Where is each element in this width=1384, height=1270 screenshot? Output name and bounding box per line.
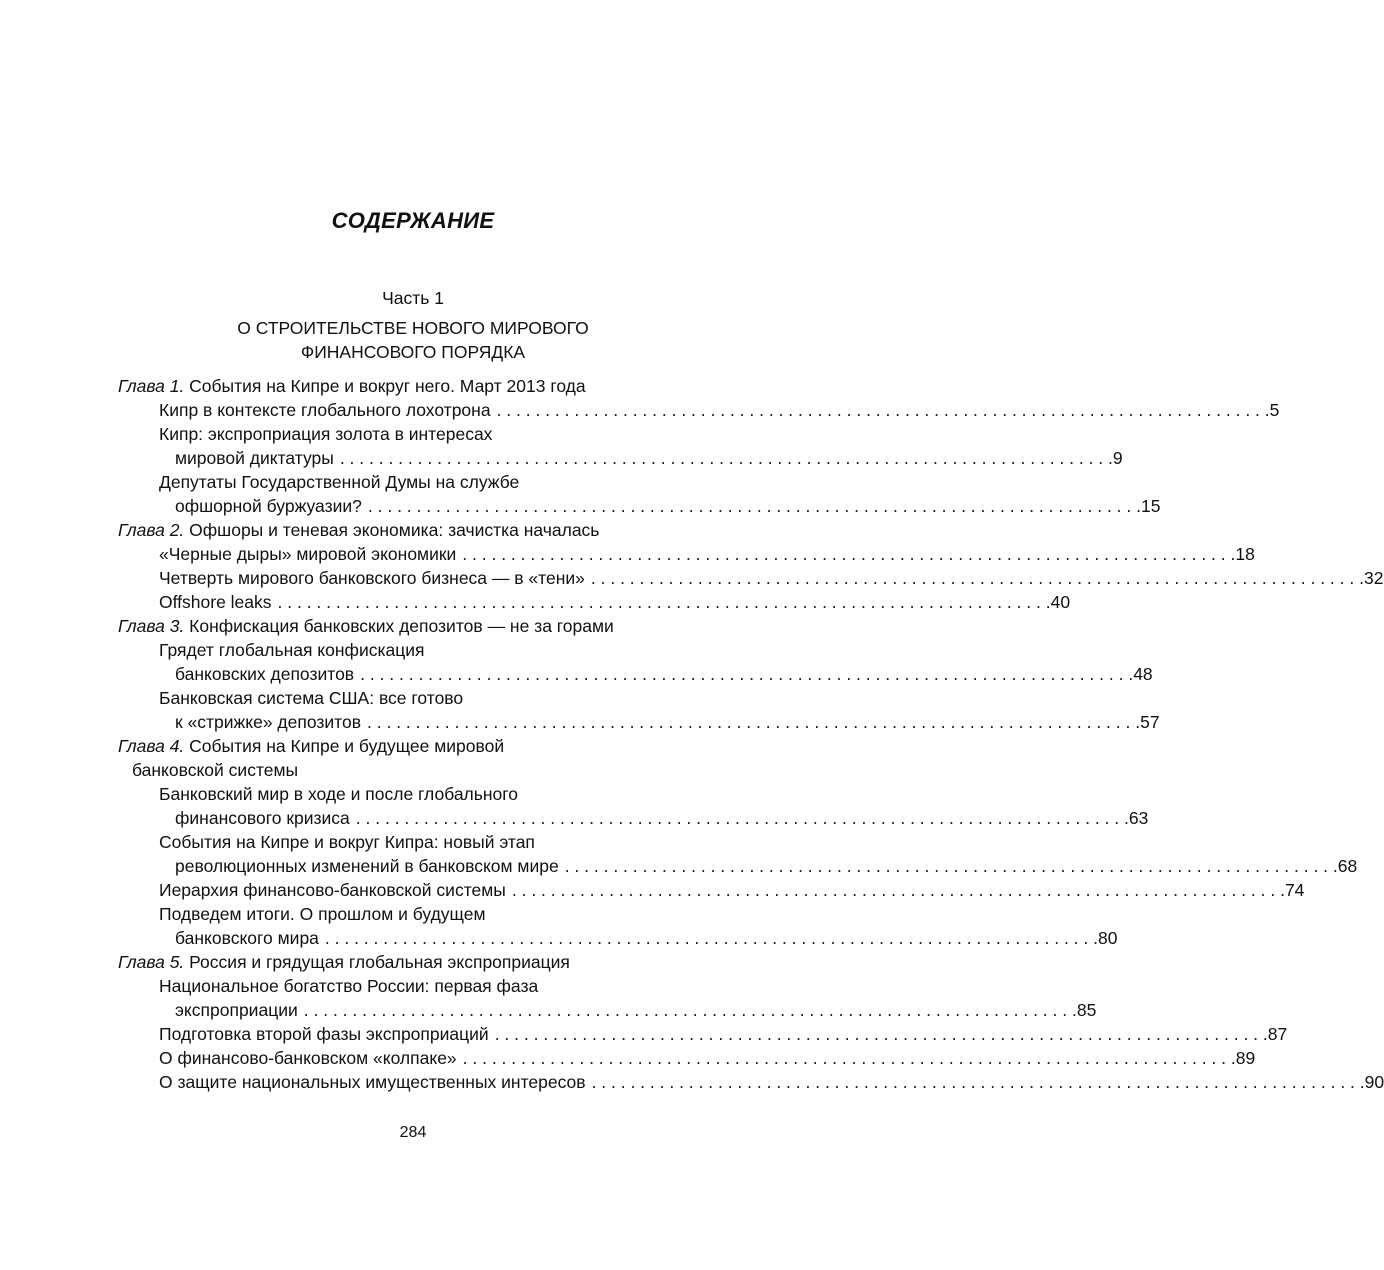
chapter-label: Глава 2. [118, 520, 185, 540]
dot-leader: . . . . . . . . . . . . . . . . . . . . . . . . . . . . . . . . . . . . . . . . . . . . . . . . . . . . . . . . . . . . . . . . . . . . . . . . . . . . . . . . [590, 568, 1364, 588]
page-number: 5 [1269, 400, 1280, 420]
entry-title: Подготовка второй фазы экспроприаций [159, 1024, 489, 1044]
toc-entry-continuation[interactable] [0, 662, 1153, 686]
table-of-contents [0, 374, 1384, 1094]
toc-entry[interactable] [0, 542, 1255, 566]
entry-title: офшорной буржуазии? [175, 496, 362, 516]
dot-leader: . . . . . . . . . . . . . . . . . . . . . . . . . . . . . . . . . . . . . . . . . . . . . . . . . . . . . . . . . . . . . . . . . . . . . . . . . . . . . . . . [303, 1000, 1077, 1020]
entry-title: Грядет глобальная конфискация [159, 640, 425, 660]
page-number: 9 [1112, 448, 1123, 468]
page-number: 89 [1235, 1048, 1256, 1068]
page-number: 32 [1363, 568, 1384, 588]
entry-title: Банковский мир в ходе и после глобального [159, 784, 519, 804]
entry-title: Подведем итоги. О прошлом и будущем [159, 904, 486, 924]
dot-leader: . . . . . . . . . . . . . . . . . . . . . . . . . . . . . . . . . . . . . . . . . . . . . . . . . . . . . . . . . . . . . . . . . . . . . . . . . . . . . . . . [511, 880, 1285, 900]
toc-entry[interactable] [0, 830, 875, 854]
dot-leader: . . . . . . . . . . . . . . . . . . . . . . . . . . . . . . . . . . . . . . . . . . . . . . . . . . . . . . . . . . . . . . . . . . . . . . . . . . . . . . . . [496, 400, 1270, 420]
entry-title: «Черные дыры» мировой экономики [159, 544, 457, 564]
dot-leader: . . . . . . . . . . . . . . . . . . . . . . . . . . . . . . . . . . . . . . . . . . . . . . . . . . . . . . . . . . . . . . . . . . . . . . . . . . . . . . . . [591, 1072, 1365, 1092]
page-number: 48 [1133, 664, 1153, 684]
chapter-label: Глава 3. [118, 616, 185, 636]
entry-title: экспроприации [175, 1000, 298, 1020]
chapter-label: Глава 5. [118, 952, 185, 972]
dot-leader: . . . . . . . . . . . . . . . . . . . . . . . . . . . . . . . . . . . . . . . . . . . . . . . . . . . . . . . . . . . . . . . . . . . . . . . . . . . . . . . . [462, 1048, 1236, 1068]
part-label: Часть 1 [382, 288, 444, 308]
part-title-line: О СТРОИТЕЛЬСТВЕ НОВОГО МИРОВОГО [237, 318, 589, 338]
page-number: 68 [1337, 856, 1358, 876]
chapter-1-heading[interactable] [0, 374, 875, 398]
page-title: СОДЕРЖАНИЕ [331, 208, 495, 233]
dot-leader: . . . . . . . . . . . . . . . . . . . . . . . . . . . . . . . . . . . . . . . . . . . . . . . . . . . . . . . . . . . . . . . . . . . . . . . . . . . . . . . . [494, 1024, 1268, 1044]
chapter-title: Конфискация банковских депозитов — не за горами [184, 616, 614, 636]
toc-entry[interactable] [0, 1046, 1256, 1070]
entry-title: Депутаты Государственной Думы на службе [159, 472, 520, 492]
toc-entry[interactable] [0, 1022, 1288, 1046]
page-number: 74 [1284, 880, 1305, 900]
toc-entry[interactable] [0, 1070, 1384, 1094]
toc-entry-continuation[interactable] [0, 710, 1160, 734]
entry-title: к «стрижке» депозитов [175, 712, 362, 732]
dot-leader: . . . . . . . . . . . . . . . . . . . . . . . . . . . . . . . . . . . . . . . . . . . . . . . . . . . . . . . . . . . . . . . . . . . . . . . . . . . . . . . . [367, 712, 1141, 732]
chapter-label: Глава 1. [118, 376, 185, 396]
chapter-title: Россия и грядущая глобальная экспроприация [184, 952, 570, 972]
part-title [0, 316, 826, 364]
dot-leader: . . . . . . . . . . . . . . . . . . . . . . . . . . . . . . . . . . . . . . . . . . . . . . . . . . . . . . . . . . . . . . . . . . . . . . . . . . . . . . . . [277, 592, 1051, 612]
chapter-label: Глава 4. [118, 736, 185, 756]
page-number: 80 [1097, 928, 1118, 948]
chapter-4-heading-continuation[interactable] [0, 758, 875, 782]
part-title-line: ФИНАНСОВОГО ПОРЯДКА [300, 342, 526, 362]
chapter-title: События на Кипре и вокруг него. Март 2013 года [184, 376, 586, 396]
toc-entry[interactable] [0, 566, 1384, 590]
toc-entry[interactable] [0, 470, 875, 494]
entry-title: О финансово-банковском «колпаке» [159, 1048, 457, 1068]
toc-entry[interactable] [0, 422, 875, 446]
dot-leader: . . . . . . . . . . . . . . . . . . . . . . . . . . . . . . . . . . . . . . . . . . . . . . . . . . . . . . . . . . . . . . . . . . . . . . . . . . . . . . . . [339, 448, 1113, 468]
page-number: 40 [1050, 592, 1071, 612]
entry-title: События на Кипре и вокруг Кипра: новый этап [159, 832, 535, 852]
entry-title: О защите национальных имущественных интересов [159, 1072, 586, 1092]
toc-entry-continuation[interactable] [0, 926, 1118, 950]
dot-leader: . . . . . . . . . . . . . . . . . . . . . . . . . . . . . . . . . . . . . . . . . . . . . . . . . . . . . . . . . . . . . . . . . . . . . . . . . . . . . . . . [360, 664, 1134, 684]
toc-entry[interactable] [0, 638, 875, 662]
chapter-title: События на Кипре и будущее мировой [184, 736, 505, 756]
entry-title: мировой диктатуры [175, 448, 334, 468]
toc-entry-continuation[interactable] [0, 806, 1149, 830]
toc-entry-continuation[interactable] [0, 998, 1097, 1022]
chapter-title: банковской системы [132, 760, 299, 780]
page-number: 63 [1128, 808, 1149, 828]
toc-entry[interactable] [0, 686, 875, 710]
dot-leader: . . . . . . . . . . . . . . . . . . . . . . . . . . . . . . . . . . . . . . . . . . . . . . . . . . . . . . . . . . . . . . . . . . . . . . . . . . . . . . . . [564, 856, 1338, 876]
entry-title: Offshore leaks [159, 592, 272, 612]
chapter-3-heading[interactable] [0, 614, 875, 638]
dot-leader: . . . . . . . . . . . . . . . . . . . . . . . . . . . . . . . . . . . . . . . . . . . . . . . . . . . . . . . . . . . . . . . . . . . . . . . . . . . . . . . . [462, 544, 1236, 564]
chapter-title: Офшоры и теневая экономика: зачистка началась [184, 520, 600, 540]
entry-title: Банковская система США: все готово [159, 688, 464, 708]
entry-title: Четверть мирового банковского бизнеса — в «тени» [159, 568, 585, 588]
page-number: 90 [1364, 1072, 1384, 1092]
page-number: 85 [1076, 1000, 1097, 1020]
page-number: 15 [1140, 496, 1161, 516]
entry-title: финансового кризиса [175, 808, 350, 828]
page-folio: 284 [399, 1124, 427, 1141]
toc-entry[interactable] [0, 590, 1071, 614]
page-number: 18 [1235, 544, 1255, 564]
dot-leader: . . . . . . . . . . . . . . . . . . . . . . . . . . . . . . . . . . . . . . . . . . . . . . . . . . . . . . . . . . . . . . . . . . . . . . . . . . . . . . . . [324, 928, 1098, 948]
toc-entry[interactable] [0, 902, 875, 926]
entry-title: Кипр: экспроприация золота в интересах [159, 424, 493, 444]
entry-title: Кипр в контексте глобального лохотрона [159, 400, 491, 420]
page-number: 87 [1267, 1024, 1288, 1044]
toc-entry[interactable] [0, 398, 1280, 422]
dot-leader: . . . . . . . . . . . . . . . . . . . . . . . . . . . . . . . . . . . . . . . . . . . . . . . . . . . . . . . . . . . . . . . . . . . . . . . . . . . . . . . . [367, 496, 1141, 516]
toc-entry[interactable] [0, 878, 1305, 902]
entry-title: банковских депозитов [175, 664, 355, 684]
toc-entry-continuation[interactable] [0, 854, 1358, 878]
toc-entry-continuation[interactable] [0, 446, 1123, 470]
dot-leader: . . . . . . . . . . . . . . . . . . . . . . . . . . . . . . . . . . . . . . . . . . . . . . . . . . . . . . . . . . . . . . . . . . . . . . . . . . . . . . . . [355, 808, 1129, 828]
chapter-4-heading[interactable] [0, 734, 875, 758]
toc-entry[interactable] [0, 974, 875, 998]
chapter-2-heading[interactable] [0, 518, 875, 542]
toc-entry-continuation[interactable] [0, 494, 1161, 518]
chapter-5-heading[interactable] [0, 950, 875, 974]
entry-title: Национальное богатство России: первая фаза [159, 976, 539, 996]
toc-entry[interactable] [0, 782, 875, 806]
entry-title: Иерархия финансово-банковской системы [159, 880, 506, 900]
entry-title: банковского мира [175, 928, 319, 948]
page-number: 57 [1140, 712, 1160, 732]
entry-title: революционных изменений в банковском мире [175, 856, 559, 876]
